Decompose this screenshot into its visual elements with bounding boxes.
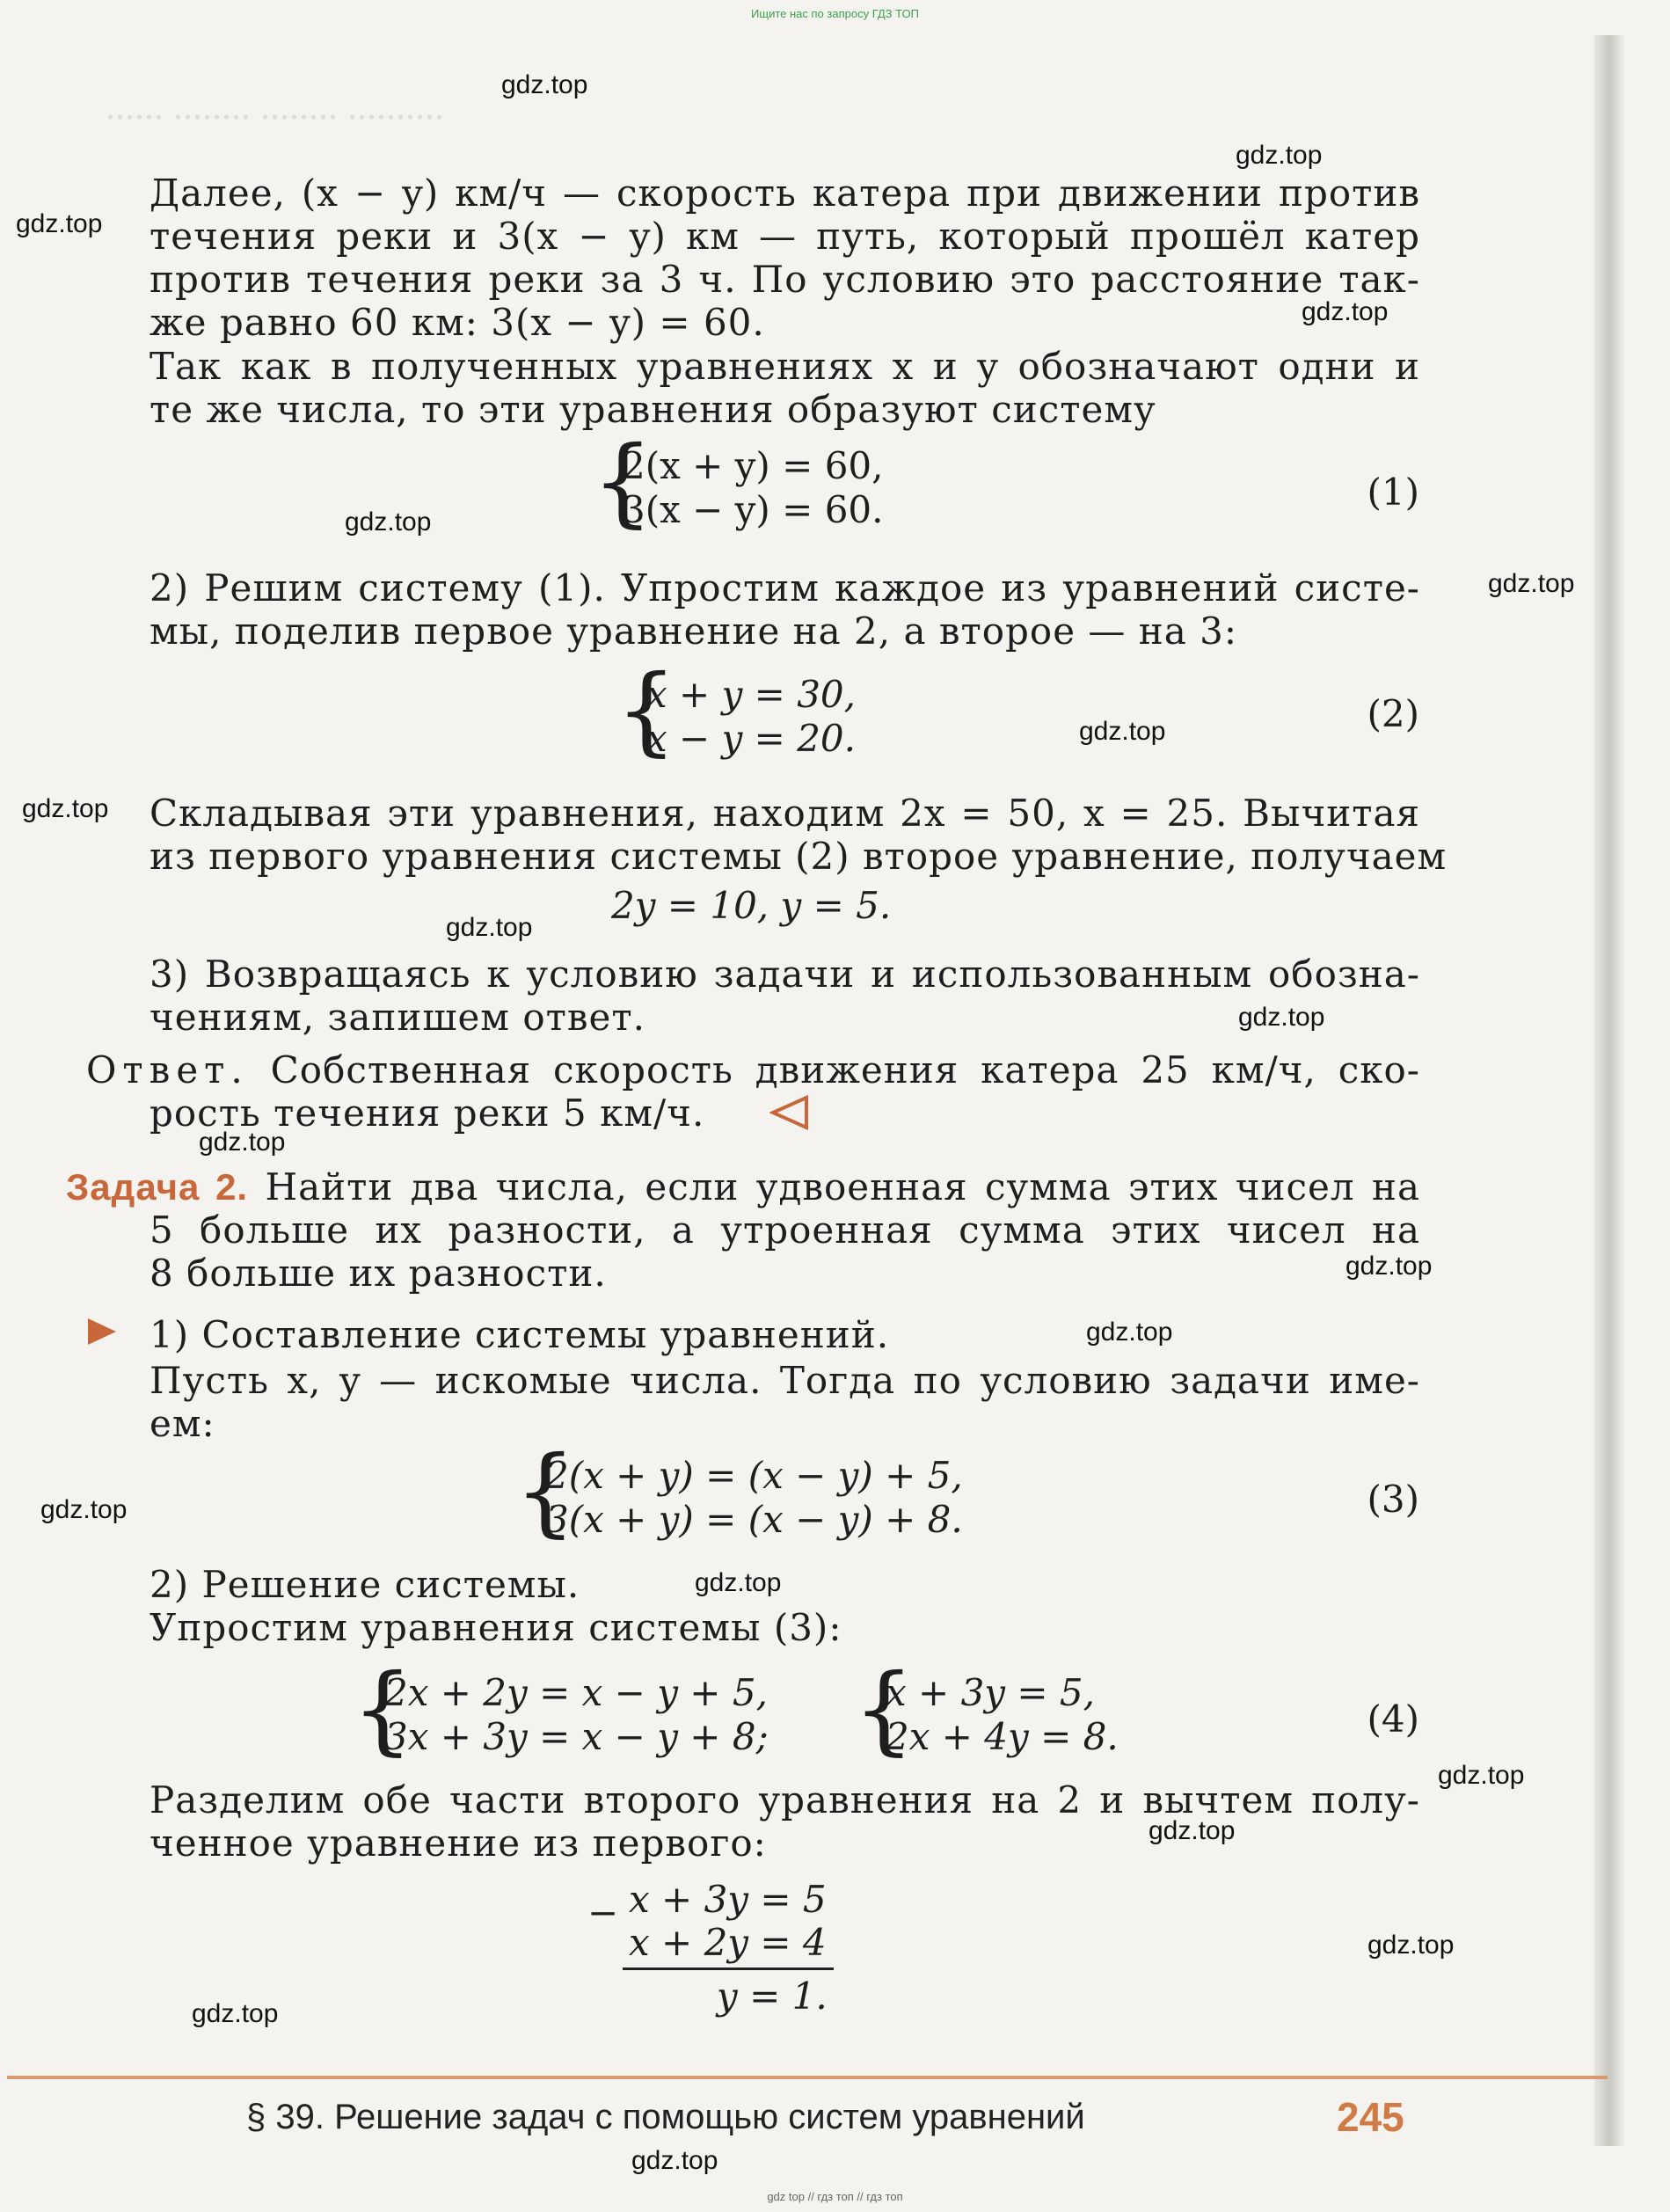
text-line: Пусть x, y — искомые числа. Тогда по условию задачи име- bbox=[149, 1359, 1420, 1402]
watermark: gdz.top bbox=[1149, 1816, 1236, 1845]
answer-text: Собственная скорость движения катера 25 км/ч, ско- bbox=[270, 1048, 1420, 1091]
watermark: gdz.top bbox=[345, 507, 432, 537]
step-1: 1) Составление системы уравнений. bbox=[149, 1313, 890, 1356]
watermark: gdz.top bbox=[1238, 1003, 1325, 1032]
text-line: течения реки и 3(x − y) км — путь, который прошёл катер bbox=[149, 215, 1420, 258]
watermark: gdz.top bbox=[631, 2146, 718, 2175]
watermark: gdz.top bbox=[695, 1568, 782, 1597]
watermark: gdz.top bbox=[501, 70, 588, 99]
system-2-eq-2: x − y = 20. bbox=[646, 717, 856, 760]
bottom-note[interactable]: gdz top // гдз топ // гдз топ bbox=[767, 2190, 903, 2203]
system-1-eq-1: 2(x + y) = 60, bbox=[622, 444, 884, 487]
watermark: gdz.top bbox=[1488, 569, 1575, 598]
watermark: gdz.top bbox=[192, 1999, 279, 2028]
text-line: Далее, (x − y) км/ч — скорость катера при движении против bbox=[149, 172, 1420, 215]
task-2-text: Найти два числа, если удвоенная сумма этих чисел на bbox=[265, 1165, 1420, 1208]
step-2: 2) Решение системы. bbox=[149, 1563, 580, 1606]
text-line: Так как в полученных уравнениях x и y обозначают одни и bbox=[149, 345, 1420, 388]
watermark: gdz.top bbox=[1367, 1931, 1455, 1960]
watermark: gdz.top bbox=[1236, 141, 1323, 170]
top-note[interactable]: Ищите нас по запросу ГДЗ ТОП bbox=[751, 7, 919, 20]
system-4a-eq-1: 2x + 2y = x − y + 5, bbox=[384, 1671, 768, 1714]
answer-label: Ответ. bbox=[86, 1048, 249, 1091]
watermark: gdz.top bbox=[22, 794, 109, 823]
watermark: gdz.top bbox=[1079, 717, 1166, 746]
watermark: gdz.top bbox=[446, 913, 533, 942]
page-binding bbox=[1594, 35, 1624, 2146]
system-4b-eq-2: 2x + 4y = 8. bbox=[886, 1715, 1119, 1758]
subtraction-result: y = 1. bbox=[717, 1975, 828, 2018]
task-2-line-1 bbox=[66, 1165, 1420, 1208]
system-brace: { bbox=[592, 425, 653, 537]
equation-label-1: (1) bbox=[1367, 471, 1419, 514]
equation-label-2: (2) bbox=[1367, 692, 1419, 735]
text-line: из первого уравнения системы (2) второе уравнение, получаем bbox=[149, 835, 1448, 878]
text-line: Разделим обе части второго уравнения на 2 и вычтем полу- bbox=[149, 1778, 1420, 1821]
system-3-eq-2: 3(x + y) = (x − y) + 8. bbox=[545, 1498, 963, 1541]
text-line: те же числа, то эти уравнения образуют систему bbox=[149, 388, 1156, 431]
watermark: gdz.top bbox=[1438, 1761, 1525, 1790]
subtraction-rule bbox=[623, 1967, 834, 1970]
watermark: gdz.top bbox=[1345, 1252, 1433, 1281]
system-3-eq-1: 2(x + y) = (x − y) + 5, bbox=[545, 1454, 963, 1497]
text-line: против течения реки за 3 ч. По условию это расстояние так- bbox=[149, 258, 1420, 301]
text-line: мы, поделив первое уравнение на 2, а второе — на 3: bbox=[149, 610, 1238, 653]
page-number: 245 bbox=[1337, 2094, 1404, 2140]
text-line: ем: bbox=[149, 1402, 215, 1445]
watermark: gdz.top bbox=[1302, 297, 1389, 326]
subtraction-top: x + 3y = 5 bbox=[629, 1878, 827, 1921]
step-2-text: Упростим уравнения системы (3): bbox=[149, 1606, 842, 1649]
minus-sign: − bbox=[587, 1891, 619, 1934]
answer-line-2: рость течения реки 5 км/ч. bbox=[149, 1091, 705, 1135]
system-1-eq-2: 3(x − y) = 60. bbox=[622, 488, 884, 531]
system-brace: { bbox=[514, 1435, 576, 1547]
answer-line bbox=[86, 1048, 1420, 1091]
system-4b-eq-1: x + 3y = 5, bbox=[886, 1671, 1095, 1714]
system-brace: { bbox=[352, 1653, 413, 1765]
bleed-through: .......... ........ ........ ...... bbox=[106, 106, 444, 150]
equation-label-3: (3) bbox=[1367, 1478, 1419, 1521]
footer-rule bbox=[7, 2076, 1608, 2079]
system-4a-eq-2: 3x + 3y = x − y + 8; bbox=[384, 1715, 769, 1758]
watermark: gdz.top bbox=[1086, 1318, 1173, 1347]
text-line: ченное уравнение из первого: bbox=[149, 1821, 767, 1865]
equation-2y: 2y = 10, y = 5. bbox=[611, 884, 892, 927]
text-line: же равно 60 км: 3(x − y) = 60. bbox=[149, 301, 765, 344]
system-brace: { bbox=[853, 1653, 915, 1765]
task-2-line-2: 5 больше их разности, а утроенная сумма этих чисел на bbox=[149, 1208, 1420, 1252]
text-line: Складывая эти уравнения, находим 2x = 50, x = 25. Вычитая bbox=[149, 792, 1420, 835]
watermark: gdz.top bbox=[199, 1128, 286, 1157]
system-2-eq-1: x + y = 30, bbox=[646, 673, 856, 716]
task-2-line-3: 8 больше их разности. bbox=[149, 1252, 607, 1295]
footer-title: § 39. Решение задач с помощью систем уравнений bbox=[246, 2098, 1085, 2136]
watermark: gdz.top bbox=[40, 1495, 128, 1524]
equation-label-4: (4) bbox=[1367, 1697, 1419, 1741]
watermark: gdz.top bbox=[16, 209, 103, 238]
task-2-label: Задача 2. bbox=[66, 1166, 249, 1208]
subtraction-bottom: x + 2y = 4 bbox=[629, 1921, 827, 1964]
end-of-solution-icon bbox=[769, 1095, 808, 1130]
system-brace: { bbox=[616, 653, 677, 766]
text-line: 3) Возвращаясь к условию задачи и использованным обозна- bbox=[149, 953, 1420, 996]
text-line: 2) Решим систему (1). Упростим каждое из уравнений систе- bbox=[149, 566, 1420, 610]
text-line: чениям, запишем ответ. bbox=[149, 996, 645, 1039]
solution-marker-icon bbox=[86, 1317, 118, 1347]
